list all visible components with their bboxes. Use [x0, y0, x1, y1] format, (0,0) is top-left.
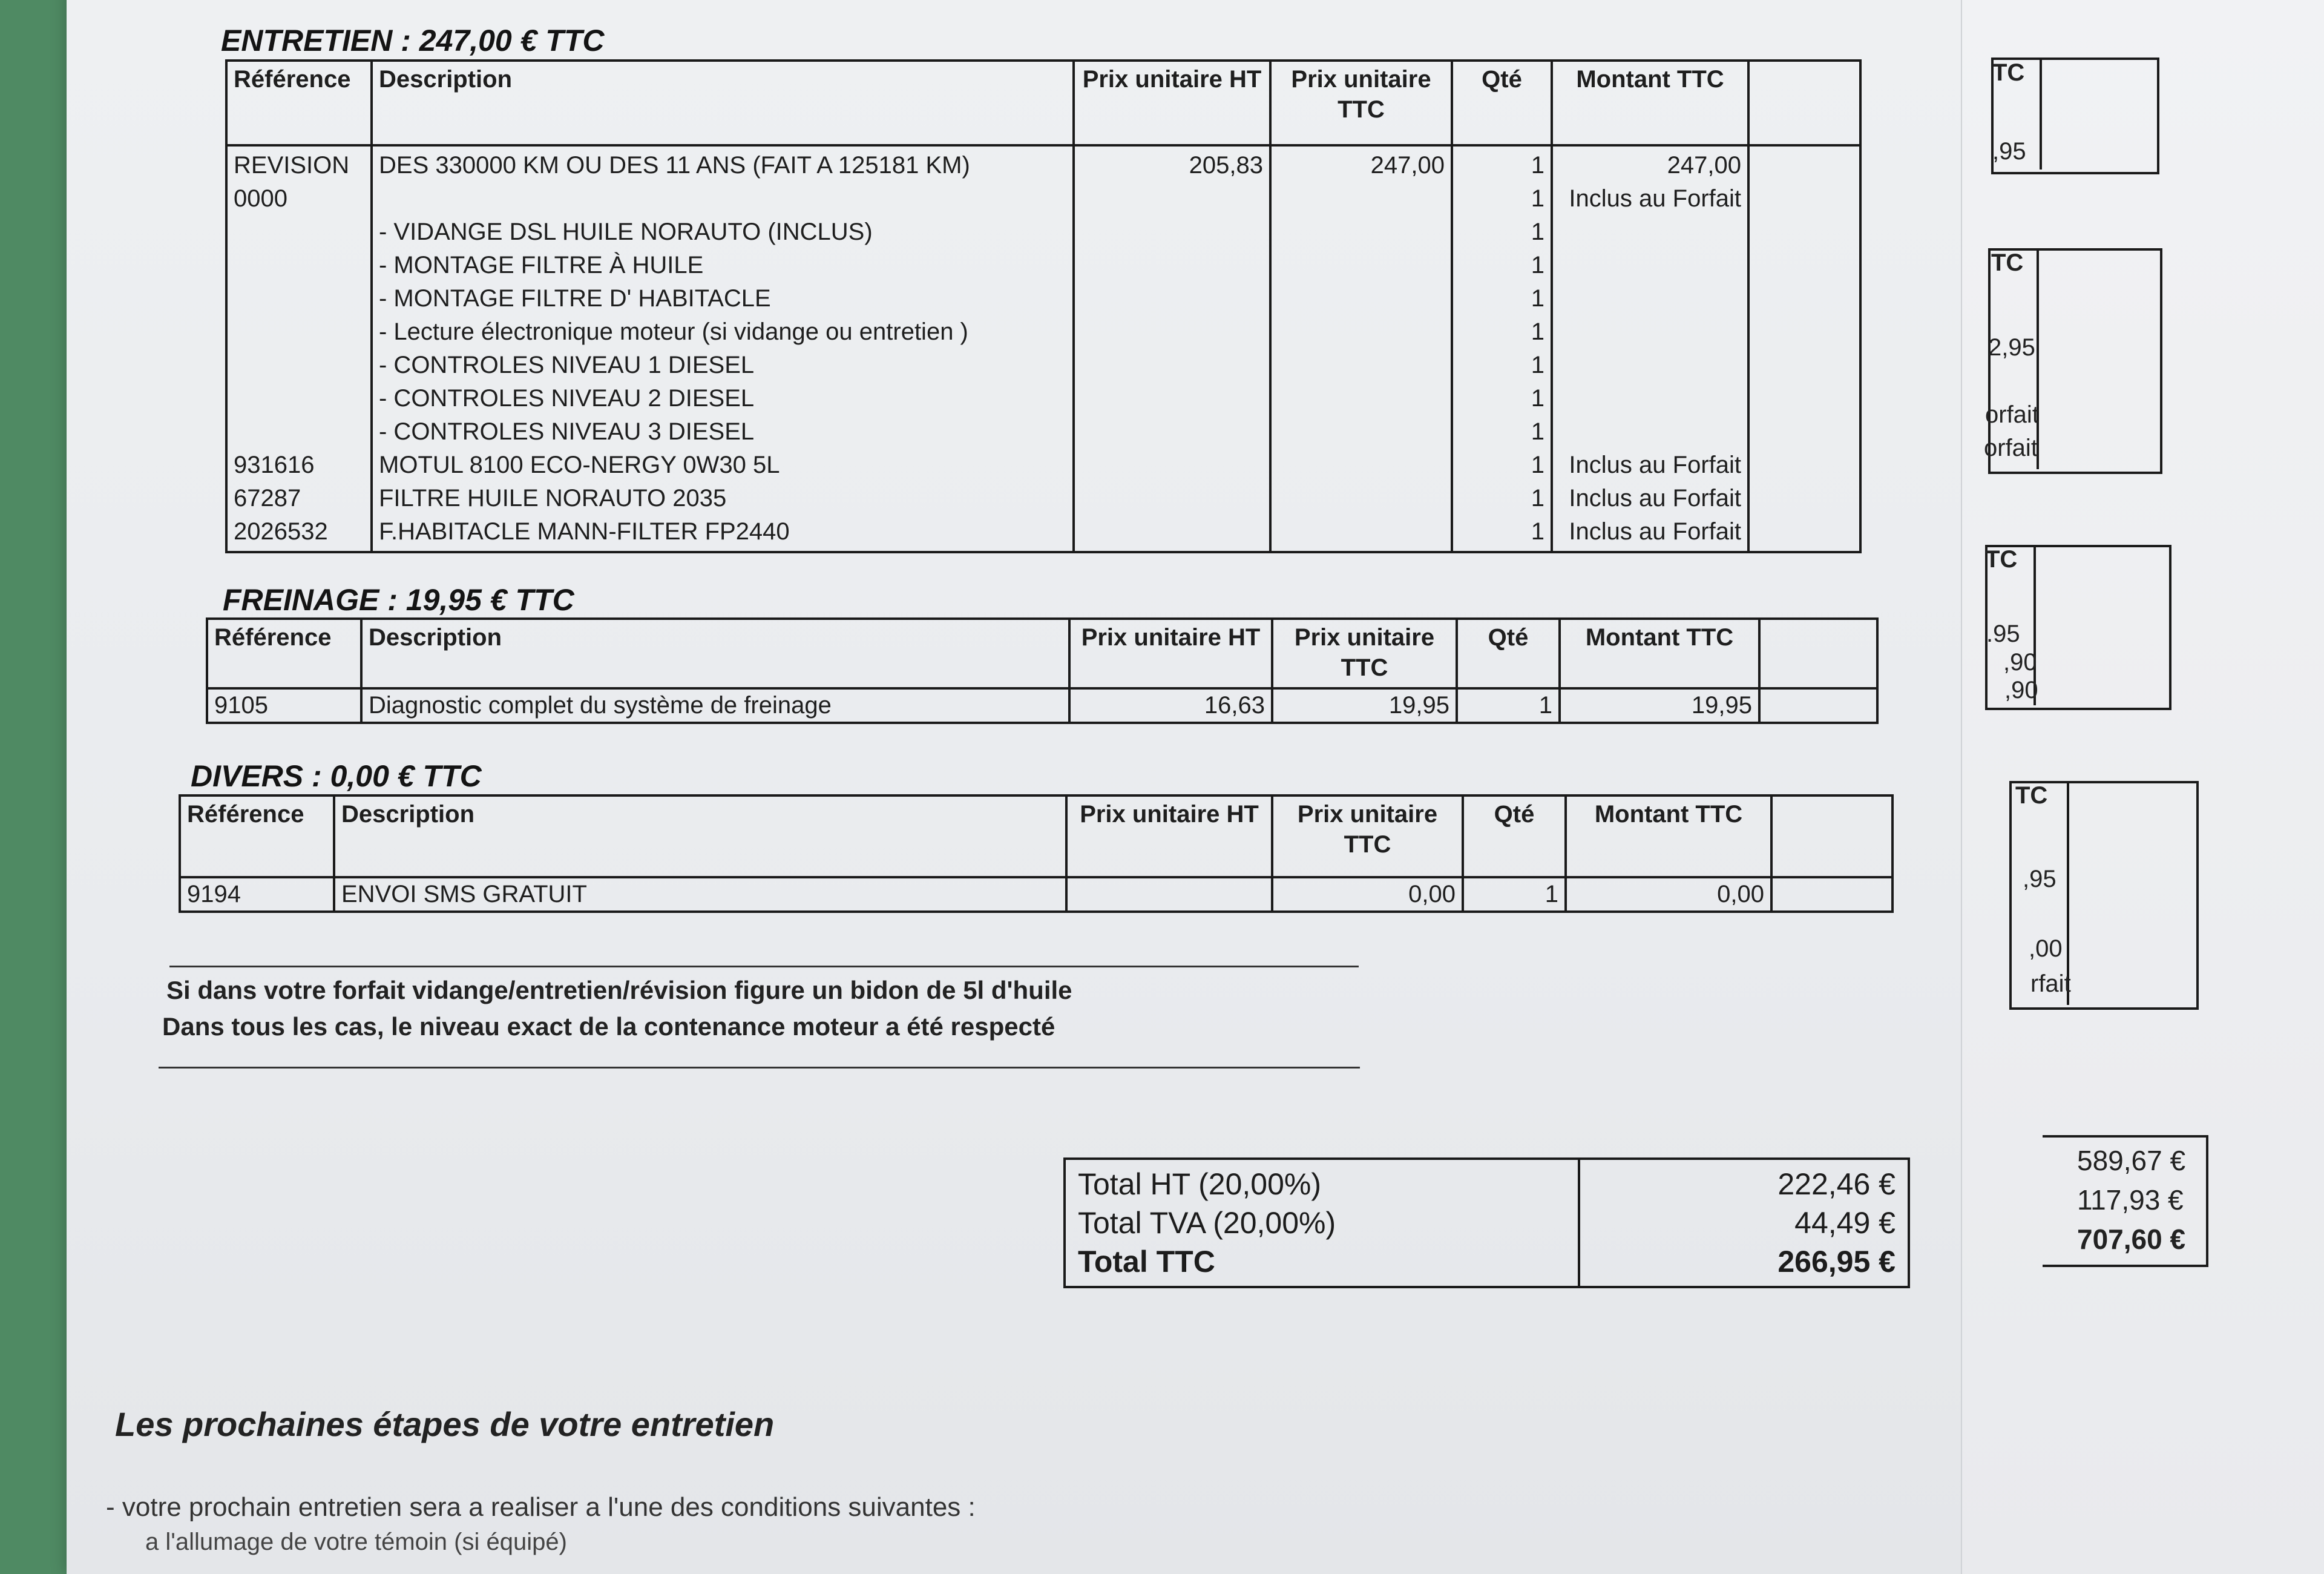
- right-ttc-fragment-4: TC: [2015, 782, 2048, 809]
- right-fragment: ,90: [2004, 677, 2038, 703]
- header-qte: Qté: [1457, 619, 1560, 688]
- entretien-row-qte: 1: [1531, 285, 1544, 312]
- entretien-blank-column: [1748, 145, 1860, 552]
- entretien-row-qte: 1: [1531, 318, 1544, 345]
- entretien-row-qte: 1: [1531, 452, 1544, 478]
- entretien-row-montant: Inclus au Forfait: [1569, 452, 1741, 478]
- right-ttc-fragment-1: TC: [1992, 59, 2025, 86]
- entretien-row-qte: 1: [1531, 219, 1544, 245]
- entretien-row-montant: [1559, 415, 1741, 449]
- entretien-row-desc: MOTUL 8100 ECO-NERGY 0W30 5L: [379, 452, 780, 478]
- entretien-row-desc: - CONTROLES NIVEAU 2 DIESEL: [379, 385, 755, 412]
- note-rule-bottom: [159, 1067, 1360, 1069]
- right-total-3: 707,60 €: [2077, 1223, 2186, 1255]
- entretien-row-montant: [1559, 315, 1741, 349]
- entretien-row-desc: - CONTROLES NIVEAU 3 DIESEL: [379, 418, 755, 445]
- entretien-row-ttc: [1278, 216, 1445, 249]
- header-prix-ttc: Prix unitaire TTC: [1272, 795, 1463, 877]
- entretien-row-montant: Inclus au Forfait: [1569, 518, 1741, 545]
- entretien-row-ref: [234, 382, 364, 415]
- entretien-row-desc: F.HABITACLE MANN-FILTER FP2440: [379, 518, 790, 545]
- divers-title: DIVERS : 0,00 € TTC: [191, 759, 482, 793]
- right-fragment: rfait: [2030, 970, 2071, 997]
- row-blank: [1771, 877, 1892, 912]
- entretien-row-qte: 1: [1531, 485, 1544, 512]
- total-ttc-label: Total TTC: [1078, 1245, 1215, 1279]
- entretien-row-ht: [1081, 449, 1263, 482]
- freinage-table: [206, 617, 1879, 724]
- entretien-row-ht: [1081, 415, 1263, 449]
- header-blank: [1771, 795, 1892, 877]
- entretien-row-montant: [1559, 282, 1741, 315]
- right-fragment: orfait: [1985, 401, 2039, 428]
- entretien-row-ref: [234, 349, 364, 382]
- right-ttc-fragment-2: TC: [1991, 249, 2024, 276]
- header-qte: Qté: [1452, 61, 1552, 145]
- entretien-row-qte: 1: [1531, 185, 1544, 212]
- entretien-row-desc: FILTRE HUILE NORAUTO 2035: [379, 485, 727, 512]
- entretien-ref-column: [226, 145, 372, 552]
- entretien-row-montant: 247,00: [1667, 152, 1741, 179]
- table-row: [180, 877, 1892, 912]
- entretien-row-qte: 1: [1531, 385, 1544, 412]
- entretien-row-ref: [234, 415, 364, 449]
- next-steps-line-2: a l'allumage de votre témoin (si équipé): [145, 1529, 567, 1555]
- total-ht-value: 222,46 €: [1777, 1167, 1896, 1201]
- freinage-title: FREINAGE : 19,95 € TTC: [223, 583, 574, 617]
- header-blank: [1748, 61, 1860, 145]
- right-fragment: ,90: [2003, 649, 2037, 676]
- totals-table: [1063, 1157, 1910, 1288]
- right-fragment: 2,95: [1988, 334, 2035, 361]
- entretien-row-ref: [234, 282, 364, 315]
- entretien-row-ttc: [1278, 349, 1445, 382]
- row-reference: 9105: [207, 688, 361, 723]
- entretien-row-ref: 931616: [234, 452, 315, 478]
- total-ttc-value: 266,95 €: [1777, 1245, 1896, 1279]
- right-fragment: ,95: [1992, 138, 2026, 165]
- header-reference: Référence: [180, 795, 334, 877]
- entretien-qte-column: [1452, 145, 1552, 552]
- row-montant: 0,00: [1566, 877, 1771, 912]
- entretien-row-ttc: [1278, 249, 1445, 282]
- row-description: ENVOI SMS GRATUIT: [334, 877, 1066, 912]
- note-line-2: Dans tous les cas, le niveau exact de la contenance moteur a été respecté: [162, 1012, 1055, 1041]
- next-steps-line-1: - votre prochain entretien sera a realiser a l'une des conditions suivantes :: [106, 1492, 976, 1522]
- entretien-row-ttc: [1278, 449, 1445, 482]
- entretien-row-montant: Inclus au Forfait: [1569, 485, 1741, 512]
- entretien-row-ht: [1081, 515, 1263, 548]
- entretien-row-ref: 67287: [234, 485, 301, 512]
- entretien-row-qte: 1: [1531, 518, 1544, 545]
- row-blank: [1759, 688, 1877, 723]
- entretien-row-ht: [1081, 349, 1263, 382]
- header-description: Description: [372, 61, 1074, 145]
- entretien-row-qte: 1: [1531, 418, 1544, 445]
- header-montant: Montant TTC: [1560, 619, 1759, 688]
- right-ttc-fragment-3: TC: [1985, 546, 2018, 573]
- row-prix-ttc: 19,95: [1272, 688, 1457, 723]
- entretien-row-ref: [234, 315, 364, 349]
- total-ht-label: Total HT (20,00%): [1078, 1167, 1322, 1201]
- entretien-ttc-column: [1270, 145, 1452, 552]
- entretien-row-montant: [1559, 249, 1741, 282]
- entretien-row-ref: 2026532: [234, 518, 328, 545]
- entretien-row-ht: [1081, 216, 1263, 249]
- entretien-ht-column: [1074, 145, 1270, 552]
- entretien-row-desc: - MONTAGE FILTRE À HUILE: [379, 252, 704, 278]
- entretien-row-qte: 1: [1531, 252, 1544, 278]
- right-total-1: 589,67 €: [2077, 1145, 2186, 1176]
- next-steps-title: Les prochaines étapes de votre entretien: [115, 1405, 775, 1443]
- entretien-row-desc: - VIDANGE DSL HUILE NORAUTO (INCLUS): [379, 219, 873, 245]
- entretien-row-ttc: [1278, 482, 1445, 515]
- header-prix-ht: Prix unitaire HT: [1074, 61, 1270, 145]
- entretien-row-ht: [1081, 282, 1263, 315]
- header-description: Description: [334, 795, 1066, 877]
- entretien-title: ENTRETIEN : 247,00 € TTC: [221, 24, 605, 58]
- entretien-row-montant: Inclus au Forfait: [1569, 185, 1741, 212]
- entretien-row-ref: 0000: [234, 185, 287, 212]
- entretien-montant-column: [1552, 145, 1748, 552]
- row-prix-ht: [1066, 877, 1272, 912]
- header-prix-ht: Prix unitaire HT: [1066, 795, 1272, 877]
- header-reference: Référence: [226, 61, 372, 145]
- entretien-row-ht: [1081, 182, 1263, 216]
- entretien-row-desc: - CONTROLES NIVEAU 1 DIESEL: [379, 352, 755, 378]
- header-prix-ttc: Prix unitaire TTC: [1272, 619, 1457, 688]
- entretien-row-ht: 205,83: [1189, 152, 1263, 179]
- entretien-row-ht: [1081, 315, 1263, 349]
- right-fragment: ,95: [2023, 866, 2056, 892]
- entretien-row-ttc: [1278, 182, 1445, 216]
- entretien-row-qte: 1: [1531, 352, 1544, 378]
- entretien-row-desc: DES 330000 KM OU DES 11 ANS (FAIT A 125181 KM): [379, 152, 970, 179]
- row-qte: 1: [1457, 688, 1560, 723]
- header-prix-ht: Prix unitaire HT: [1069, 619, 1272, 688]
- right-fragment: orfait: [1984, 435, 2038, 461]
- total-tva-label: Total TVA (20,00%): [1078, 1206, 1336, 1240]
- entretien-row-montant: [1559, 382, 1741, 415]
- row-reference: 9194: [180, 877, 334, 912]
- header-prix-ttc: Prix unitaire TTC: [1270, 61, 1452, 145]
- right-fragment: ,00: [2029, 935, 2063, 962]
- row-prix-ht: 16,63: [1069, 688, 1272, 723]
- header-montant: Montant TTC: [1566, 795, 1771, 877]
- divers-table: [179, 794, 1894, 913]
- entretien-row-qte: 1: [1531, 152, 1544, 179]
- note-line-1: Si dans votre forfait vidange/entretien/révision figure un bidon de 5l d'huile: [166, 976, 1072, 1004]
- header-description: Description: [361, 619, 1069, 688]
- right-total-2: 117,93 €: [2077, 1184, 2184, 1216]
- table-row: [207, 688, 1877, 723]
- header-qte: Qté: [1463, 795, 1566, 877]
- entretien-row-ht: [1081, 249, 1263, 282]
- entretien-row-desc: - Lecture électronique moteur (si vidange ou entretien ): [379, 318, 968, 345]
- entretien-row-ttc: [1278, 515, 1445, 548]
- entretien-row-desc: - MONTAGE FILTRE D' HABITACLE: [379, 285, 771, 312]
- entretien-row-montant: [1559, 216, 1741, 249]
- entretien-row-ref: [234, 216, 364, 249]
- entretien-row-ttc: 247,00: [1370, 152, 1445, 179]
- entretien-row-ht: [1081, 382, 1263, 415]
- note-rule-top: [169, 966, 1359, 967]
- entretien-row-ref: [234, 249, 364, 282]
- row-montant: 19,95: [1560, 688, 1759, 723]
- header-montant: Montant TTC: [1552, 61, 1748, 145]
- row-description: Diagnostic complet du système de freinage: [361, 688, 1069, 723]
- header-reference: Référence: [207, 619, 361, 688]
- right-fragment: .95: [1986, 621, 2020, 647]
- right-box-1-divider: [2040, 58, 2042, 170]
- row-qte: 1: [1463, 877, 1566, 912]
- entretien-desc-column: [372, 145, 1074, 552]
- total-tva-value: 44,49 €: [1794, 1206, 1896, 1240]
- entretien-row-ht: [1081, 482, 1263, 515]
- row-prix-ttc: 0,00: [1272, 877, 1463, 912]
- entretien-table: [225, 59, 1862, 553]
- entretien-row-ref: REVISION: [234, 152, 350, 179]
- entretien-row-ttc: [1278, 282, 1445, 315]
- entretien-row-ttc: [1278, 315, 1445, 349]
- entretien-row-desc: [379, 182, 1066, 216]
- header-blank: [1759, 619, 1877, 688]
- entretien-row-ttc: [1278, 415, 1445, 449]
- entretien-row-ttc: [1278, 382, 1445, 415]
- entretien-row-montant: [1559, 349, 1741, 382]
